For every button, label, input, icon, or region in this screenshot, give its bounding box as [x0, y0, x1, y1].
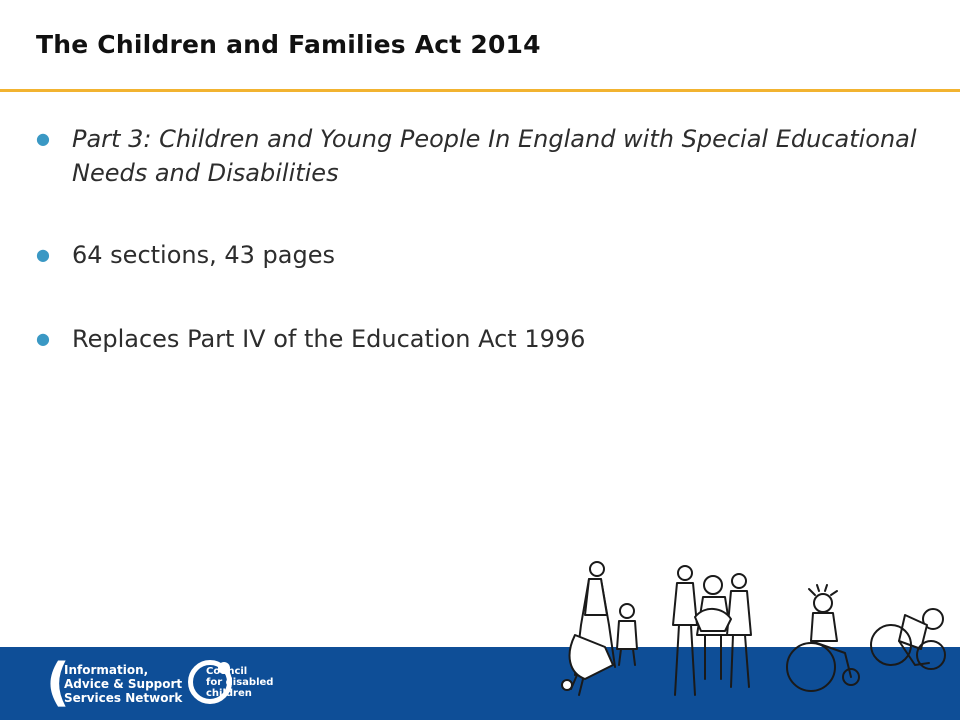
iass-logo-mark: (	[46, 653, 70, 713]
people-illustration	[555, 555, 960, 720]
bullet-dot-icon: ●	[36, 245, 50, 264]
adult-figure	[562, 562, 615, 695]
wheelchair-figure	[787, 585, 859, 691]
iass-logo-line: Information,	[64, 663, 149, 677]
bullet-text: Replaces Part IV of the Education Act 1996	[72, 325, 586, 353]
bullet-item	[36, 122, 936, 190]
bullet-text: Part 3: Children and Young People In England with Special Educational Needs and Disabilities	[72, 125, 917, 187]
bullet-dot-icon: ●	[36, 129, 50, 148]
title-underline	[0, 89, 960, 92]
wheelchair-figure	[871, 609, 945, 669]
bullet-list	[36, 122, 936, 356]
adult-group	[673, 566, 751, 695]
bullet-text: 64 sections, 43 pages	[72, 241, 335, 269]
cdc-logo-line: children	[206, 688, 252, 699]
child-figure	[617, 604, 637, 665]
iass-logo-line: Advice & Support	[64, 677, 183, 691]
bullet-dot-icon: ●	[36, 329, 50, 348]
cdc-logo	[188, 660, 308, 710]
slide-title: The Children and Families Act 2014	[36, 30, 541, 59]
bullet-item	[36, 322, 936, 356]
bullet-item	[36, 238, 936, 272]
cdc-logo-line: Council	[206, 666, 248, 677]
iass-logo-line: Services Network	[64, 691, 183, 705]
cdc-logo-line: for disabled	[206, 677, 274, 688]
